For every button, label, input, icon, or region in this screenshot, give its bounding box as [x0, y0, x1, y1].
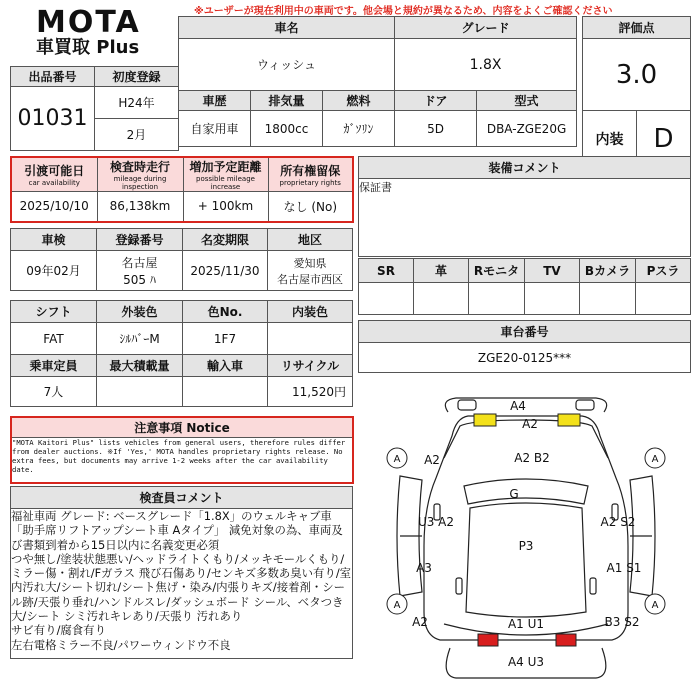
color-no-value: 1F7: [183, 323, 268, 355]
import-value: [183, 377, 268, 407]
option-value-rear-monitor: [469, 283, 525, 315]
left-front-door-label: U3 A2: [417, 515, 455, 529]
recycle-label: リサイクル: [268, 355, 353, 377]
first-reg-label: 初度登録: [95, 67, 179, 87]
name-change-value: 2025/11/30: [183, 251, 268, 291]
doors-value: 5D: [395, 111, 477, 147]
exterior-color-value: ｼﾙﾊﾞｰM: [97, 323, 183, 355]
plate-label: 登録番号: [97, 229, 183, 251]
shaken-value: 09年02月: [11, 251, 97, 291]
max-load-label: 最大積載量: [97, 355, 183, 377]
right-rear-handle: [590, 578, 596, 594]
rights-value: なし (No): [268, 192, 353, 222]
roof-outline: [466, 503, 586, 617]
inspector-table: [10, 486, 353, 659]
displacement-label: 排気量: [251, 91, 323, 111]
capacity-value: 7人: [11, 377, 97, 407]
shift-value: FAT: [11, 323, 97, 355]
availability-date: 2025/10/10: [11, 192, 97, 222]
brand-name: MOTA: [36, 5, 141, 40]
option-value-tv: [525, 283, 580, 315]
inspector-label: 検査員コメント: [11, 487, 353, 509]
option-header-tv: TV: [525, 259, 580, 283]
score-table: [582, 16, 691, 167]
front-left-mirror: [458, 400, 476, 410]
recycle-value: 11,520円: [268, 377, 353, 407]
lot-table: [10, 66, 179, 151]
score-label: 評価点: [583, 17, 691, 39]
plate-value: 名古屋 505 ﾊ: [97, 251, 183, 291]
interior-score: D: [637, 111, 691, 167]
availability-date-label: 引渡可能日 car availability: [11, 157, 97, 192]
hood-center-label: A2 B2: [514, 451, 550, 465]
options-table: [358, 258, 691, 315]
history-value: 自家用車: [179, 111, 251, 147]
chassis-label: 車台番号: [359, 321, 691, 343]
interior-color-value: [268, 323, 353, 355]
car-name-label: 車名: [179, 17, 395, 39]
car-info-table: [178, 16, 577, 147]
rights-label: 所有権留保 proprietary rights: [268, 157, 353, 192]
model-value: DBA-ZGE20G: [477, 111, 577, 147]
right-front-door-label: A2 S2: [600, 515, 636, 529]
front-right-light: [558, 414, 580, 426]
left-rear-door-label: A3: [416, 561, 432, 575]
interior-label: 内装: [583, 111, 637, 167]
doors-label: ドア: [395, 91, 477, 111]
lot-number: 01031: [11, 87, 95, 151]
body-outline: [424, 416, 628, 640]
top-notice: ※ユーザーが現在利用中の車両です。他会場と規約が異なるため、内容をよくご確認ください: [194, 6, 613, 17]
fuel-value: ｶﾞｿﾘﾝ: [323, 111, 395, 147]
mileage-label: 検査時走行 mileage during inspection: [97, 157, 183, 192]
hood-left-label: A2: [424, 453, 440, 467]
rear-left-wheel-label: A: [393, 600, 401, 611]
registration-table: [10, 228, 353, 291]
grade-label: グレード: [395, 17, 577, 39]
car-name: ウィッシュ: [179, 39, 395, 91]
fuel-label: 燃料: [323, 91, 395, 111]
area-value: 愛知県 名古屋市西区: [268, 251, 353, 291]
score-value: 3.0: [583, 39, 691, 111]
shaken-label: 車検: [11, 229, 97, 251]
exterior-color-label: 外装色: [97, 301, 183, 323]
name-change-label: 名変期限: [183, 229, 268, 251]
inspector-text: 福祉車両 グレード: ベースグレード「1.8X」のウェルキャブ車「助手席リフトアップシート車 Aタイプ」 減免対象の為、車両及び書類到着から15日以内に名義変更必須 つや無し/塗装状態悪い/ヘッドライトくもり/メッキモールくもり/ミラー傷・割れ/Fガラス 飛び石傷あり/センキズ多数あ臭い有り/室内汚れ大/シート切れ/シート焦げ・染み/内張りキズ/接着剤・シール跡/天張り垂れ/ハンドルスレ/ダッシュボード シール、ベタつき大/シート シミ汚れキレあり/天張り 汚れあり サビ有り/腐食有り 左右電格ミラー不良/パワーウィンドウ不良: [11, 509, 353, 659]
roof-label: P3: [518, 539, 534, 553]
option-header-power-slide: Pスラ: [636, 259, 691, 283]
capacity-label: 乗車定員: [11, 355, 97, 377]
option-header-sr: SR: [359, 259, 414, 283]
grade-value: 1.8X: [395, 39, 577, 91]
rear-right-wheel-label: A: [651, 600, 659, 611]
front-right-mirror: [576, 400, 594, 410]
option-header-leather: 革: [414, 259, 469, 283]
chassis-number: ZGE20-0125***: [359, 343, 691, 373]
mota-logo: [36, 5, 166, 66]
first-reg-month: 2月: [95, 119, 179, 151]
chassis-table: [358, 320, 691, 373]
lot-label: 出品番号: [11, 67, 95, 87]
right-rear-quarter-label: B3 S2: [604, 615, 640, 629]
front-right-wheel-label: A: [651, 454, 659, 465]
increase-label: 増加予定距離 possible mileage increase: [183, 157, 268, 192]
option-value-power-slide: [636, 283, 691, 315]
rear-bumper-label: A4 U3: [507, 655, 545, 669]
notice-text: "MOTA Kaitori Plus" lists vehicles from general users, therefore rules differ from dealer auctions. ※If 'Yes,' MOTA handles proprietary rights release. No extra fees, but documents may arrive 1-2 weeks after the car availability date.: [11, 437, 353, 483]
front-left-light: [474, 414, 496, 426]
equipment-text: 保証書: [359, 179, 691, 257]
equipment-label: 装備コメント: [359, 157, 691, 179]
rear-left-light: [478, 634, 498, 646]
interior-color-label: 内装色: [268, 301, 353, 323]
notice-table: [10, 416, 354, 484]
option-value-sr: [359, 283, 414, 315]
left-rear-handle: [456, 578, 462, 594]
rear-center-label: A1 U1: [507, 617, 545, 631]
right-rear-door-label: A1 S1: [606, 561, 642, 575]
import-label: 輸入車: [183, 355, 268, 377]
mileage-value: 86,138km: [97, 192, 183, 222]
max-load-value: [97, 377, 183, 407]
windshield-outline: [464, 479, 588, 504]
rear-right-light: [556, 634, 576, 646]
color-no-label: 色No.: [183, 301, 268, 323]
specs-table: [10, 300, 353, 407]
windshield-label: G: [509, 487, 519, 501]
front-bumper-label: A4: [510, 399, 526, 413]
equipment-table: [358, 156, 691, 257]
area-label: 地区: [268, 229, 353, 251]
first-reg-year: H24年: [95, 87, 179, 119]
damage-diagram: [360, 386, 690, 690]
displacement-value: 1800cc: [251, 111, 323, 147]
left-rear-quarter-label: A2: [412, 615, 428, 629]
option-value-back-camera: [580, 283, 636, 315]
shift-label: シフト: [11, 301, 97, 323]
increase-value: + 100km: [183, 192, 268, 222]
model-label: 型式: [477, 91, 577, 111]
option-header-rear-monitor: Rモニタ: [469, 259, 525, 283]
notice-title: 注意事項 Notice: [11, 417, 353, 437]
front-left-wheel-label: A: [393, 454, 401, 465]
option-value-leather: [414, 283, 469, 315]
brand-subtitle: 車買取 Plus: [36, 37, 140, 58]
option-header-back-camera: Bカメラ: [580, 259, 636, 283]
availability-table: [10, 156, 354, 223]
history-label: 車歴: [179, 91, 251, 111]
front-top-label: A2: [522, 417, 538, 431]
